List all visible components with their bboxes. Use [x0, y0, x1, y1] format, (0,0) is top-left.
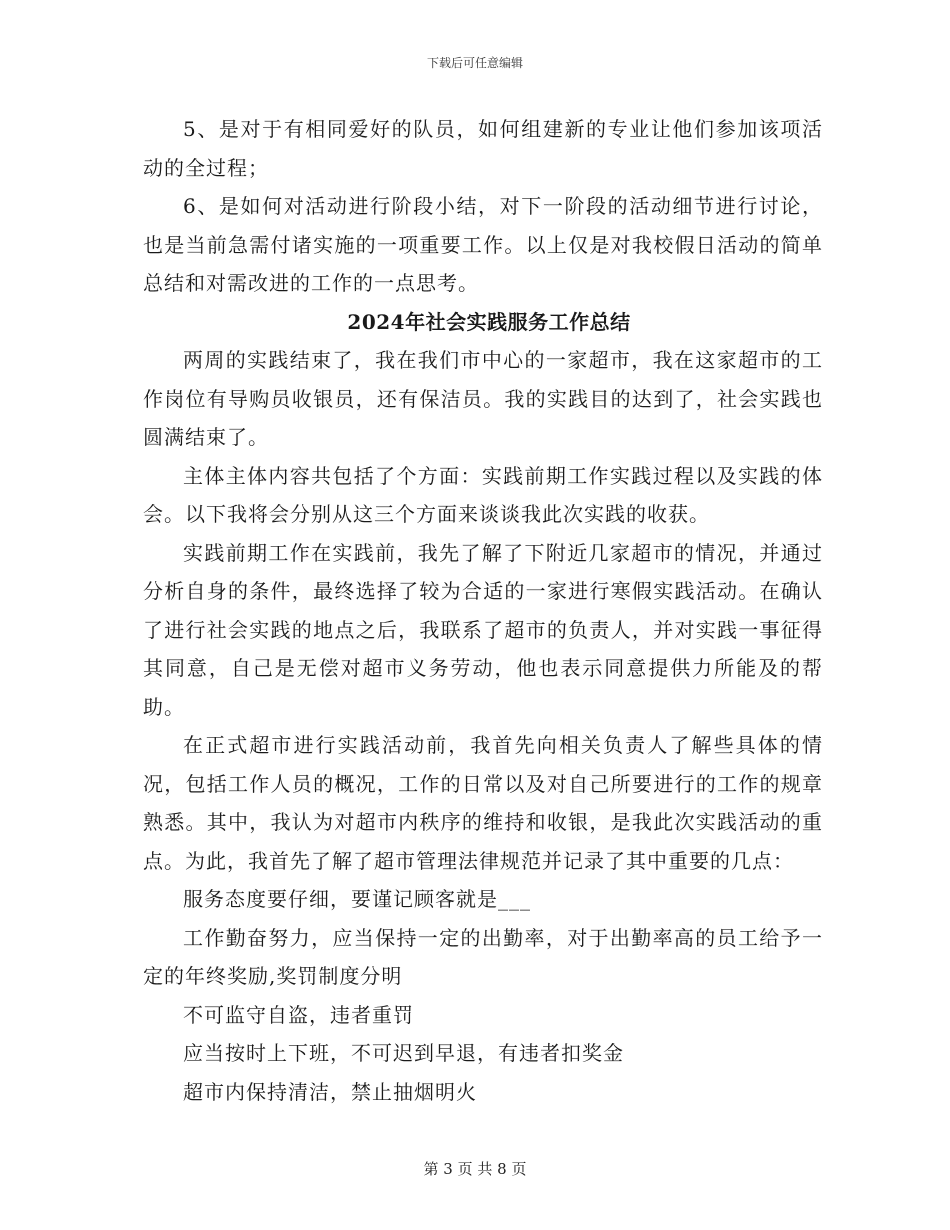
page-number: 第 3 页 共 8 页 — [423, 1160, 527, 1178]
paragraph: 主体主体内容共包括了个方面：实践前期工作实践过程以及实践的体会。以下我将会分别从这三个方面来谈谈我此次实践的收获。 — [143, 463, 823, 526]
rule-item: 服务态度要仔细，要谨记顾客就是___ — [183, 887, 531, 911]
list-item-6: 6、是如何对活动进行阶段小结，对下一阶段的活动细节进行讨论，也是当前急需付诸实施的一项重要工作。以上仅是对我校假日活动的简单总结和对需改进的工作的一点思考。 — [143, 194, 823, 295]
document-body — [143, 110, 823, 1111]
rule-item: 不可监守自盗，违者重罚 — [183, 1002, 414, 1027]
list-item-5: 5、是对于有相同爱好的队员，如何组建新的专业让他们参加该项活动的全过程； — [143, 117, 823, 180]
page-header: 下载后可任意编辑 — [426, 56, 523, 70]
rule-item: 超市内保持清洁，禁止抽烟明火 — [183, 1079, 477, 1104]
section-title: 2024年社会实践服务工作总结 — [347, 309, 631, 334]
paragraph: 实践前期工作在实践前，我先了解了下附近几家超市的情况，并通过分析自身的条件，最终选择了较为合适的一家进行寒假实践活动。在确认了进行社会实践的地点之后，我联系了超市的负责人，并对实践一事征得其同意，自己是无偿对超市义务劳动，他也表示同意提供力所能及的帮助。 — [143, 540, 823, 719]
paragraph: 两周的实践结束了，我在我们市中心的一家超市，我在这家超市的工作岗位有导购员收银员，还有保洁员。我的实践目的达到了，社会实践也圆满结束了。 — [143, 348, 823, 449]
paragraph: 在正式超市进行实践活动前，我首先向相关负责人了解些具体的情况，包括工作人员的概况，工作的日常以及对自己所要进行的工作的规章熟悉。其中，我认为对超市内秩序的维持和收银，是我此次实践活动的重点。为此，我首先了解了超市管理法律规范并记录了其中重要的几点： — [143, 733, 823, 873]
rule-item: 工作勤奋努力，应当保持一定的出勤率，对于出勤率高的员工给予一定的年终奖励,奖罚制度分明 — [143, 925, 823, 988]
rule-item: 应当按时上下班，不可迟到早退，有违者扣奖金 — [183, 1041, 624, 1065]
